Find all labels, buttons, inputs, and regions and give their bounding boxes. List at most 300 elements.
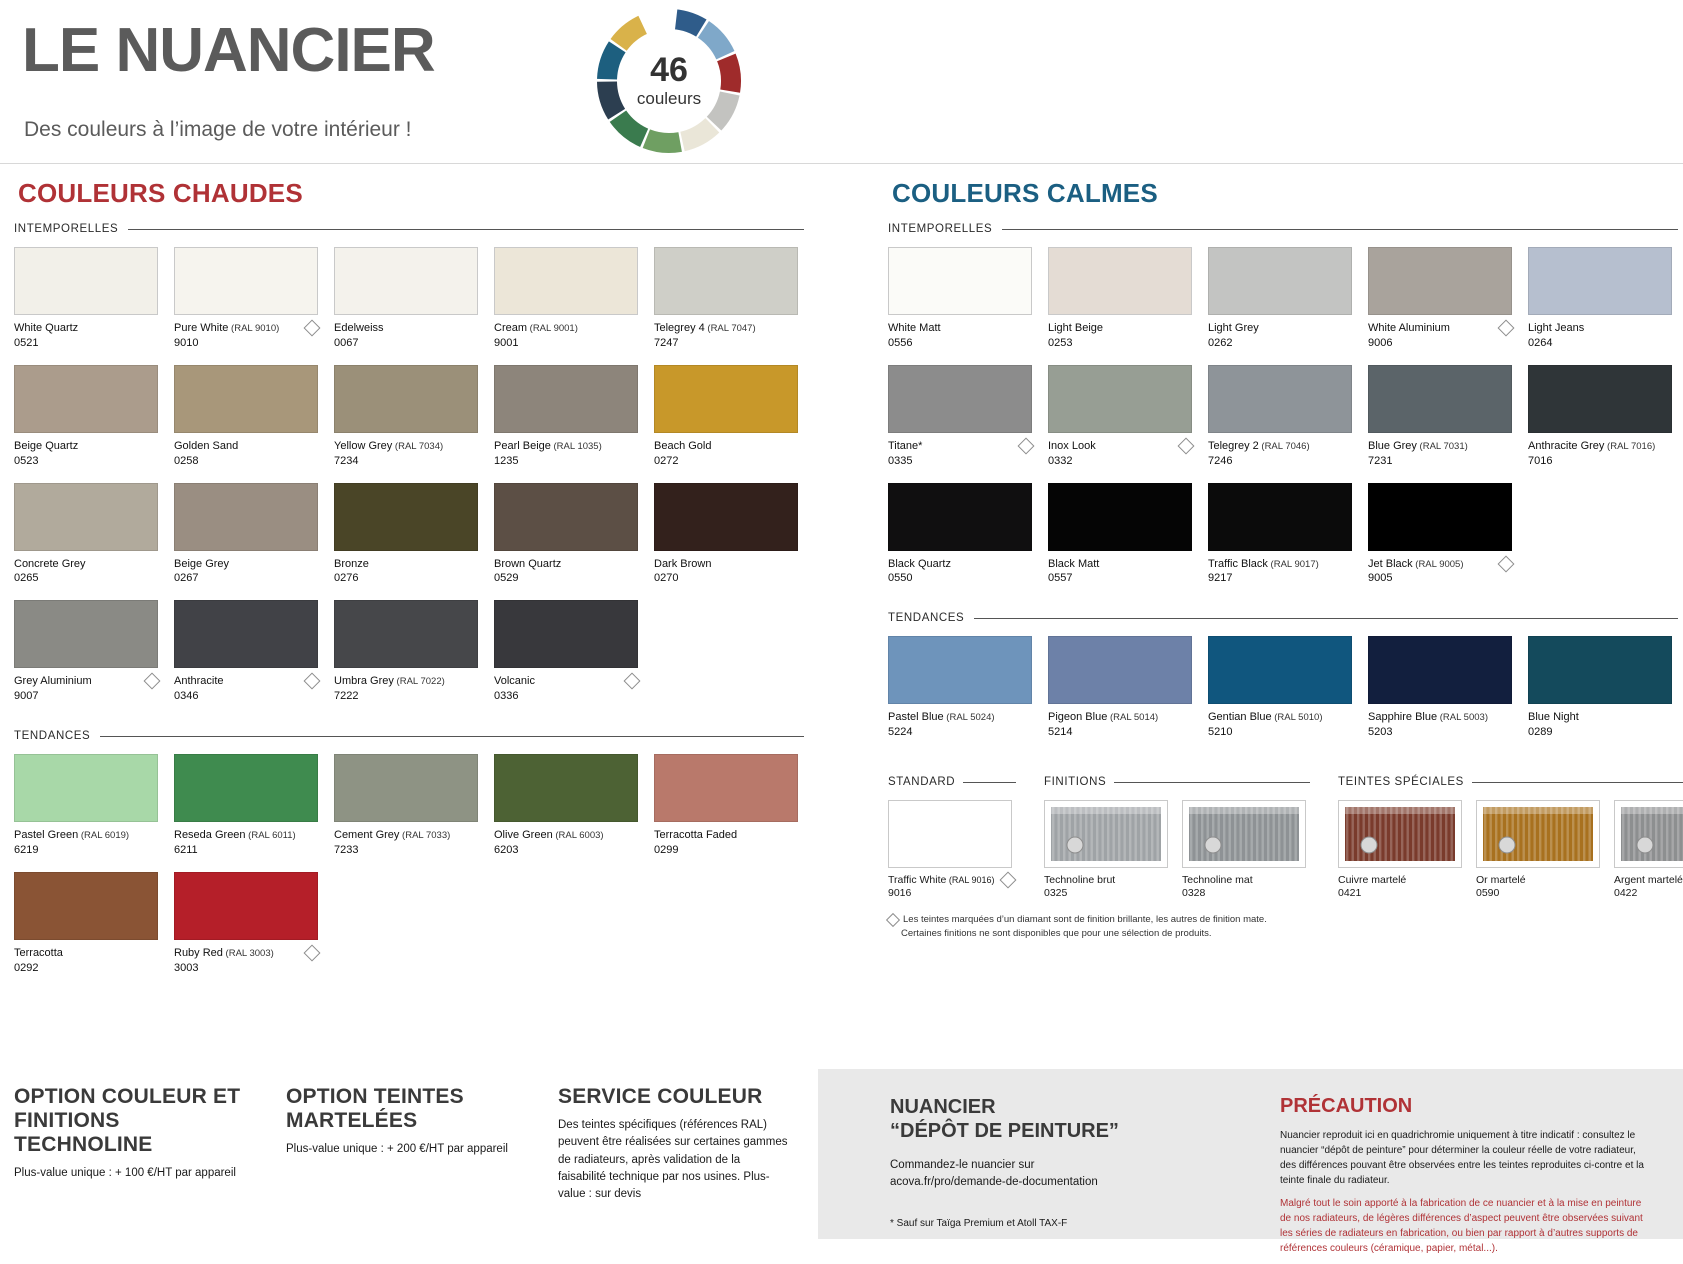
finish-footnote: [888, 913, 1678, 942]
color-ral: (RAL 6003): [553, 830, 604, 841]
color-chip: [1048, 247, 1192, 315]
finish-chip: [888, 800, 1012, 868]
panel-finitions-label-text: FINITIONS: [1044, 776, 1106, 788]
color-code: 1235: [494, 455, 640, 467]
color-swatch: [14, 247, 174, 349]
color-ral: (RAL 5010): [1272, 712, 1323, 723]
finish-chip: [1338, 800, 1462, 868]
color-name: Pearl Beige (RAL 1035): [494, 440, 640, 454]
color-name: Terracotta Faded: [654, 829, 800, 843]
color-chip: [1528, 247, 1672, 315]
calm-trends-label-text: TENDANCES: [888, 612, 964, 624]
finish-chip: [1614, 800, 1683, 868]
color-name: Titane*: [888, 440, 1034, 454]
color-swatch: [1528, 365, 1683, 467]
warm-colors-column: [14, 178, 804, 990]
color-chip: [1368, 636, 1512, 704]
swatch-caption: [1208, 711, 1354, 738]
header-divider: [0, 163, 1683, 164]
color-code: 0265: [14, 572, 160, 584]
color-code: 0276: [334, 572, 480, 584]
color-name: Cream (RAL 9001): [494, 322, 640, 336]
color-chip: [14, 247, 158, 315]
color-code: 3003: [174, 962, 320, 974]
color-code: 0556: [888, 337, 1034, 349]
color-name: Black Matt: [1048, 558, 1194, 572]
swatch-caption: [174, 322, 320, 349]
color-code: 0067: [334, 337, 480, 349]
color-name: Anthracite Grey (RAL 7016): [1528, 440, 1674, 454]
color-ral: (RAL 9001): [527, 323, 578, 334]
calm-timeless-grid: [888, 247, 1678, 600]
color-chip: [174, 483, 318, 551]
color-name: Cement Grey (RAL 7033): [334, 829, 480, 843]
color-chip: [888, 636, 1032, 704]
swatch-caption: [334, 829, 480, 856]
finish-name: Technoline brut: [1044, 874, 1172, 887]
color-ral: (RAL 7016): [1604, 441, 1655, 452]
swatch-caption: [1208, 322, 1354, 349]
color-code: 0253: [1048, 337, 1194, 349]
nuancier-text-line1: Commandez-le nuancier sur: [890, 1159, 1034, 1171]
option-title: OPTION TEINTES MARTELÉES: [286, 1085, 536, 1133]
color-chip: [334, 754, 478, 822]
color-chip: [334, 483, 478, 551]
color-name: Pure White (RAL 9010): [174, 322, 320, 336]
nuancier-title-line2: “DÉPÔT DE PEINTURE”: [890, 1119, 1220, 1143]
finish-swatch: [1476, 800, 1604, 899]
option-teintes-martelees: [286, 1085, 536, 1203]
color-chip: [334, 247, 478, 315]
swatch-caption: [654, 829, 800, 856]
color-swatch: [888, 365, 1048, 467]
badge-label: couleurs: [637, 89, 701, 109]
color-code: 0262: [1208, 337, 1354, 349]
option-title: OPTION COULEUR ET FINITIONS TECHNOLINE: [14, 1085, 264, 1157]
badge-number: 46: [650, 53, 688, 87]
swatch-caption: [654, 440, 800, 467]
color-name: Light Grey: [1208, 322, 1354, 336]
color-swatch: [888, 483, 1048, 585]
color-swatch: [1528, 636, 1683, 738]
swatch-caption: [654, 322, 800, 349]
swatch-caption: [494, 322, 640, 349]
color-ral: (RAL 5003): [1437, 712, 1488, 723]
color-swatch: [654, 483, 814, 585]
warm-timeless-label: [14, 223, 804, 235]
options-section: [14, 1085, 814, 1203]
color-name: Reseda Green (RAL 6011): [174, 829, 320, 843]
calm-column-title: COULEURS CALMES: [892, 178, 1678, 209]
color-name: Blue Grey (RAL 7031): [1368, 440, 1514, 454]
color-name: Ruby Red (RAL 3003): [174, 947, 320, 961]
swatch-caption: [494, 440, 640, 467]
finish-panels: [888, 776, 1678, 899]
swatch-caption: [1368, 322, 1514, 349]
color-chip: [174, 600, 318, 668]
color-chip: [1528, 365, 1672, 433]
swatch-caption: [1528, 711, 1674, 738]
color-count-badge: [596, 8, 746, 146]
color-ral: (RAL 7034): [392, 441, 443, 452]
footnote-line-1: Les teintes marquées d’un diamant sont de finition brillante, les autres de finition mate.: [903, 914, 1267, 925]
finish-swatch: [1044, 800, 1172, 899]
panel-finitions-items: [1044, 800, 1310, 899]
diamond-icon: [886, 913, 900, 927]
rule: [974, 618, 1678, 619]
option-text: Des teintes spécifiques (références RAL) peuvent être réalisées sur certaines gammes de radiateurs, après validation de la faisabilité technique par nos usines. Plus-value : sur devis: [558, 1117, 788, 1203]
warm-column-title: COULEURS CHAUDES: [18, 178, 804, 209]
color-ral: (RAL 7046): [1259, 441, 1310, 452]
swatch-caption: [1368, 558, 1514, 585]
color-chip: [14, 754, 158, 822]
page-subtitle: Des couleurs à l’image de votre intérieur !: [24, 118, 412, 142]
warm-trends-label: [14, 730, 804, 742]
color-chip: [1048, 365, 1192, 433]
color-swatch: [1048, 247, 1208, 349]
color-chip: [888, 247, 1032, 315]
color-name: Blue Night: [1528, 711, 1674, 725]
color-name: Black Quartz: [888, 558, 1034, 572]
footer-grey-panel: [818, 1069, 1683, 1239]
swatch-caption: [494, 675, 640, 702]
finish-swatch: [888, 800, 1016, 899]
nuancier-text: [890, 1157, 1220, 1192]
swatch-caption: [14, 558, 160, 585]
option-couleur-technoline: [14, 1085, 264, 1203]
color-chip: [174, 247, 318, 315]
color-code: 7222: [334, 690, 480, 702]
color-swatch: [1368, 365, 1528, 467]
color-swatch: [14, 872, 174, 974]
warm-timeless-label-text: INTEMPORELLES: [14, 223, 118, 235]
color-ral: (RAL 9005): [1413, 559, 1464, 570]
color-chip: [174, 872, 318, 940]
color-chip: [888, 365, 1032, 433]
color-swatch: [1208, 247, 1368, 349]
finish-name: Argent martelé: [1614, 874, 1683, 887]
finish-chip: [1476, 800, 1600, 868]
calm-trends-label: [888, 612, 1678, 624]
swatch-caption: [174, 440, 320, 467]
finish-name: Traffic White (RAL 9016): [888, 874, 1016, 887]
swatch-caption: [1048, 711, 1194, 738]
finish-name: Or martelé: [1476, 874, 1604, 887]
color-code: 5203: [1368, 726, 1514, 738]
color-chip: [334, 600, 478, 668]
panel-teintes-items: [1338, 800, 1683, 899]
color-code: 0346: [174, 690, 320, 702]
color-chip: [1048, 636, 1192, 704]
swatch-caption: [1368, 440, 1514, 467]
service-couleur: [558, 1085, 788, 1203]
color-name: Beige Quartz: [14, 440, 160, 454]
color-chip: [654, 365, 798, 433]
color-swatch: [334, 754, 494, 856]
color-name: Edelweiss: [334, 322, 480, 336]
color-swatch: [654, 365, 814, 467]
color-ral: (RAL 7047): [705, 323, 756, 334]
color-code: 9010: [174, 337, 320, 349]
warm-timeless-grid: [14, 247, 804, 718]
color-chip: [334, 365, 478, 433]
color-code: 6219: [14, 844, 160, 856]
panel-teintes-speciales: [1338, 776, 1683, 899]
color-code: 7246: [1208, 455, 1354, 467]
color-code: 0523: [14, 455, 160, 467]
color-name: Pastel Green (RAL 6019): [14, 829, 160, 843]
color-name: White Matt: [888, 322, 1034, 336]
color-name: Volcanic: [494, 675, 640, 689]
color-chip: [174, 365, 318, 433]
option-text: Plus-value unique : + 100 €/HT par appareil: [14, 1165, 264, 1182]
color-name: White Quartz: [14, 322, 160, 336]
swatch-caption: [494, 558, 640, 585]
color-code: 0267: [174, 572, 320, 584]
swatch-caption: [494, 829, 640, 856]
color-name: Brown Quartz: [494, 558, 640, 572]
color-name: Sapphire Blue (RAL 5003): [1368, 711, 1514, 725]
color-chip: [494, 600, 638, 668]
color-ral: (RAL 1035): [551, 441, 602, 452]
color-name: Golden Sand: [174, 440, 320, 454]
color-chip: [654, 754, 798, 822]
color-swatch: [494, 247, 654, 349]
color-swatch: [494, 483, 654, 585]
color-code: 7234: [334, 455, 480, 467]
swatch-caption: [1048, 558, 1194, 585]
color-chip: [888, 483, 1032, 551]
color-ral: (RAL 7022): [394, 676, 445, 687]
color-code: 0258: [174, 455, 320, 467]
swatch-caption: [1208, 440, 1354, 467]
finish-code: 0421: [1338, 887, 1466, 899]
finish-code: 0422: [1614, 887, 1683, 899]
color-code: 9005: [1368, 572, 1514, 584]
color-swatch: [1368, 247, 1528, 349]
rule: [963, 782, 1016, 783]
panel-standard: [888, 776, 1016, 899]
color-swatch: [888, 247, 1048, 349]
color-name: Telegrey 4 (RAL 7047): [654, 322, 800, 336]
finish-code: 9016: [888, 887, 1016, 899]
precaution-text-red: Malgré tout le soin apporté à la fabrication de ce nuancier et à la mise en peinture de nos radiateurs, de légères différences d’aspect peuvent être observées suivant les séries de radiateurs en fabrication, ou bien par rapport à d’autres supports de références couleurs (céramique, papier, métal...).: [1280, 1196, 1650, 1256]
color-chip: [1368, 483, 1512, 551]
color-chip: [654, 247, 798, 315]
nuancier-title-line1: NUANCIER: [890, 1095, 1220, 1119]
color-ral: (RAL 3003): [223, 948, 274, 959]
swatch-caption: [334, 322, 480, 349]
swatch-caption: [174, 675, 320, 702]
color-swatch: [334, 247, 494, 349]
color-swatch: [1208, 365, 1368, 467]
finish-ral: (RAL 9016): [946, 875, 994, 885]
panel-teintes-label-text: TEINTES SPÉCIALES: [1338, 776, 1464, 788]
panel-finitions: [1044, 776, 1310, 899]
rule: [1002, 229, 1678, 230]
color-code: 0270: [654, 572, 800, 584]
color-code: 7231: [1368, 455, 1514, 467]
color-code: 0550: [888, 572, 1034, 584]
rule: [100, 736, 804, 737]
color-name: Traffic Black (RAL 9017): [1208, 558, 1354, 572]
color-swatch: [1368, 483, 1528, 585]
color-swatch: [174, 247, 334, 349]
finish-chip: [1182, 800, 1306, 868]
nuancier-url[interactable]: acova.fr/pro/demande-de-documentation: [890, 1176, 1098, 1188]
color-code: 9007: [14, 690, 160, 702]
color-chip: [1048, 483, 1192, 551]
swatch-caption: [174, 947, 320, 974]
swatch-caption: [1528, 440, 1674, 467]
color-swatch: [14, 754, 174, 856]
color-code: 0264: [1528, 337, 1674, 349]
color-name: Inox Look: [1048, 440, 1194, 454]
swatch-caption: [14, 440, 160, 467]
color-chip: [494, 483, 638, 551]
swatch-caption: [1048, 440, 1194, 467]
color-name: Light Beige: [1048, 322, 1194, 336]
precaution-title: PRÉCAUTION: [1280, 1095, 1650, 1118]
radiator-icon: [1183, 801, 1305, 867]
color-name: Anthracite: [174, 675, 320, 689]
swatch-caption: [654, 558, 800, 585]
color-swatch: [14, 365, 174, 467]
color-chip: [14, 872, 158, 940]
color-chip: [14, 600, 158, 668]
color-swatch: [334, 600, 494, 702]
color-code: 6211: [174, 844, 320, 856]
color-chip: [14, 365, 158, 433]
swatch-caption: [14, 322, 160, 349]
color-code: 7233: [334, 844, 480, 856]
color-name: Yellow Grey (RAL 7034): [334, 440, 480, 454]
rule: [128, 229, 804, 230]
color-name: Beach Gold: [654, 440, 800, 454]
calm-trends-grid: [888, 636, 1678, 754]
color-swatch: [334, 365, 494, 467]
color-code: 0292: [14, 962, 160, 974]
precaution-text: Nuancier reproduit ici en quadrichromie uniquement à titre indicatif : consultez le nuancier “dépôt de peinture” pour déterminer la couleur réelle de votre radiateur, des différences pouvant être observées entre les teintes reproduites ci-contre et la teinte finale du radiateur.: [1280, 1128, 1650, 1188]
color-chip: [14, 483, 158, 551]
color-code: 9217: [1208, 572, 1354, 584]
option-title: SERVICE COULEUR: [558, 1085, 788, 1109]
color-code: 0557: [1048, 572, 1194, 584]
color-code: 0332: [1048, 455, 1194, 467]
color-chip: [494, 754, 638, 822]
color-swatch: [14, 600, 174, 702]
swatch-caption: [888, 711, 1034, 738]
rule: [1472, 782, 1683, 783]
finish-code: 0590: [1476, 887, 1604, 899]
color-name: White Aluminium: [1368, 322, 1514, 336]
color-code: 5210: [1208, 726, 1354, 738]
color-swatch: [888, 636, 1048, 738]
color-swatch: [1048, 483, 1208, 585]
swatch-caption: [888, 322, 1034, 349]
color-chip: [1368, 365, 1512, 433]
color-swatch: [1528, 247, 1683, 349]
color-swatch: [1048, 365, 1208, 467]
color-swatch: [654, 754, 814, 856]
color-name: Telegrey 2 (RAL 7046): [1208, 440, 1354, 454]
finish-swatch: [1338, 800, 1466, 899]
color-swatch: [1208, 636, 1368, 738]
panel-finitions-label: [1044, 776, 1310, 788]
swatch-caption: [888, 558, 1034, 585]
color-name: Concrete Grey: [14, 558, 160, 572]
color-code: 0529: [494, 572, 640, 584]
color-swatch: [1208, 483, 1368, 585]
option-text: Plus-value unique : + 200 €/HT par appareil: [286, 1141, 536, 1158]
color-ral: (RAL 5024): [944, 712, 995, 723]
color-swatch: [494, 754, 654, 856]
panel-teintes-label: [1338, 776, 1683, 788]
swatch-caption: [14, 829, 160, 856]
color-chip: [654, 483, 798, 551]
swatch-caption: [14, 675, 160, 702]
color-ral: (RAL 7033): [399, 830, 450, 841]
swatch-caption: [888, 440, 1034, 467]
gloss-diamond-icon: [1000, 872, 1017, 889]
color-ral: (RAL 9017): [1268, 559, 1319, 570]
swatch-caption: [174, 829, 320, 856]
color-ral: (RAL 6019): [78, 830, 129, 841]
page-title: LE NUANCIER: [22, 20, 435, 82]
radiator-icon: [1477, 801, 1599, 867]
swatch-caption: [1208, 558, 1354, 585]
color-chip: [1528, 636, 1672, 704]
radiator-icon: [1339, 801, 1461, 867]
finish-name: Cuivre martelé: [1338, 874, 1466, 887]
color-code: 7247: [654, 337, 800, 349]
swatch-caption: [1368, 711, 1514, 738]
color-code: 0521: [14, 337, 160, 349]
color-code: 0289: [1528, 726, 1674, 738]
swatch-caption: [14, 947, 160, 974]
calm-timeless-label-text: INTEMPORELLES: [888, 223, 992, 235]
color-code: 9001: [494, 337, 640, 349]
color-swatch: [654, 247, 814, 349]
color-swatch: [174, 483, 334, 585]
color-code: 6203: [494, 844, 640, 856]
color-swatch: [334, 483, 494, 585]
color-name: Umbra Grey (RAL 7022): [334, 675, 480, 689]
rule: [1114, 782, 1310, 783]
warm-trends-grid: [14, 754, 804, 990]
finish-code: 0328: [1182, 887, 1310, 899]
color-code: 0336: [494, 690, 640, 702]
radiator-icon: [1045, 801, 1167, 867]
color-swatch: [1048, 636, 1208, 738]
nuancier-footnote: * Sauf sur Taïga Premium et Atoll TAX-F: [890, 1218, 1220, 1229]
calm-timeless-label: [888, 223, 1678, 235]
finish-chip: [1044, 800, 1168, 868]
color-name: Bronze: [334, 558, 480, 572]
color-name: Pigeon Blue (RAL 5014): [1048, 711, 1194, 725]
color-chip: [1208, 247, 1352, 315]
color-chip: [174, 754, 318, 822]
swatch-caption: [334, 440, 480, 467]
color-chip: [1208, 483, 1352, 551]
swatch-caption: [174, 558, 320, 585]
color-name: Olive Green (RAL 6003): [494, 829, 640, 843]
color-code: 0272: [654, 455, 800, 467]
color-swatch: [494, 365, 654, 467]
color-swatch: [174, 365, 334, 467]
swatch-caption: [334, 558, 480, 585]
color-name: Grey Aluminium: [14, 675, 160, 689]
